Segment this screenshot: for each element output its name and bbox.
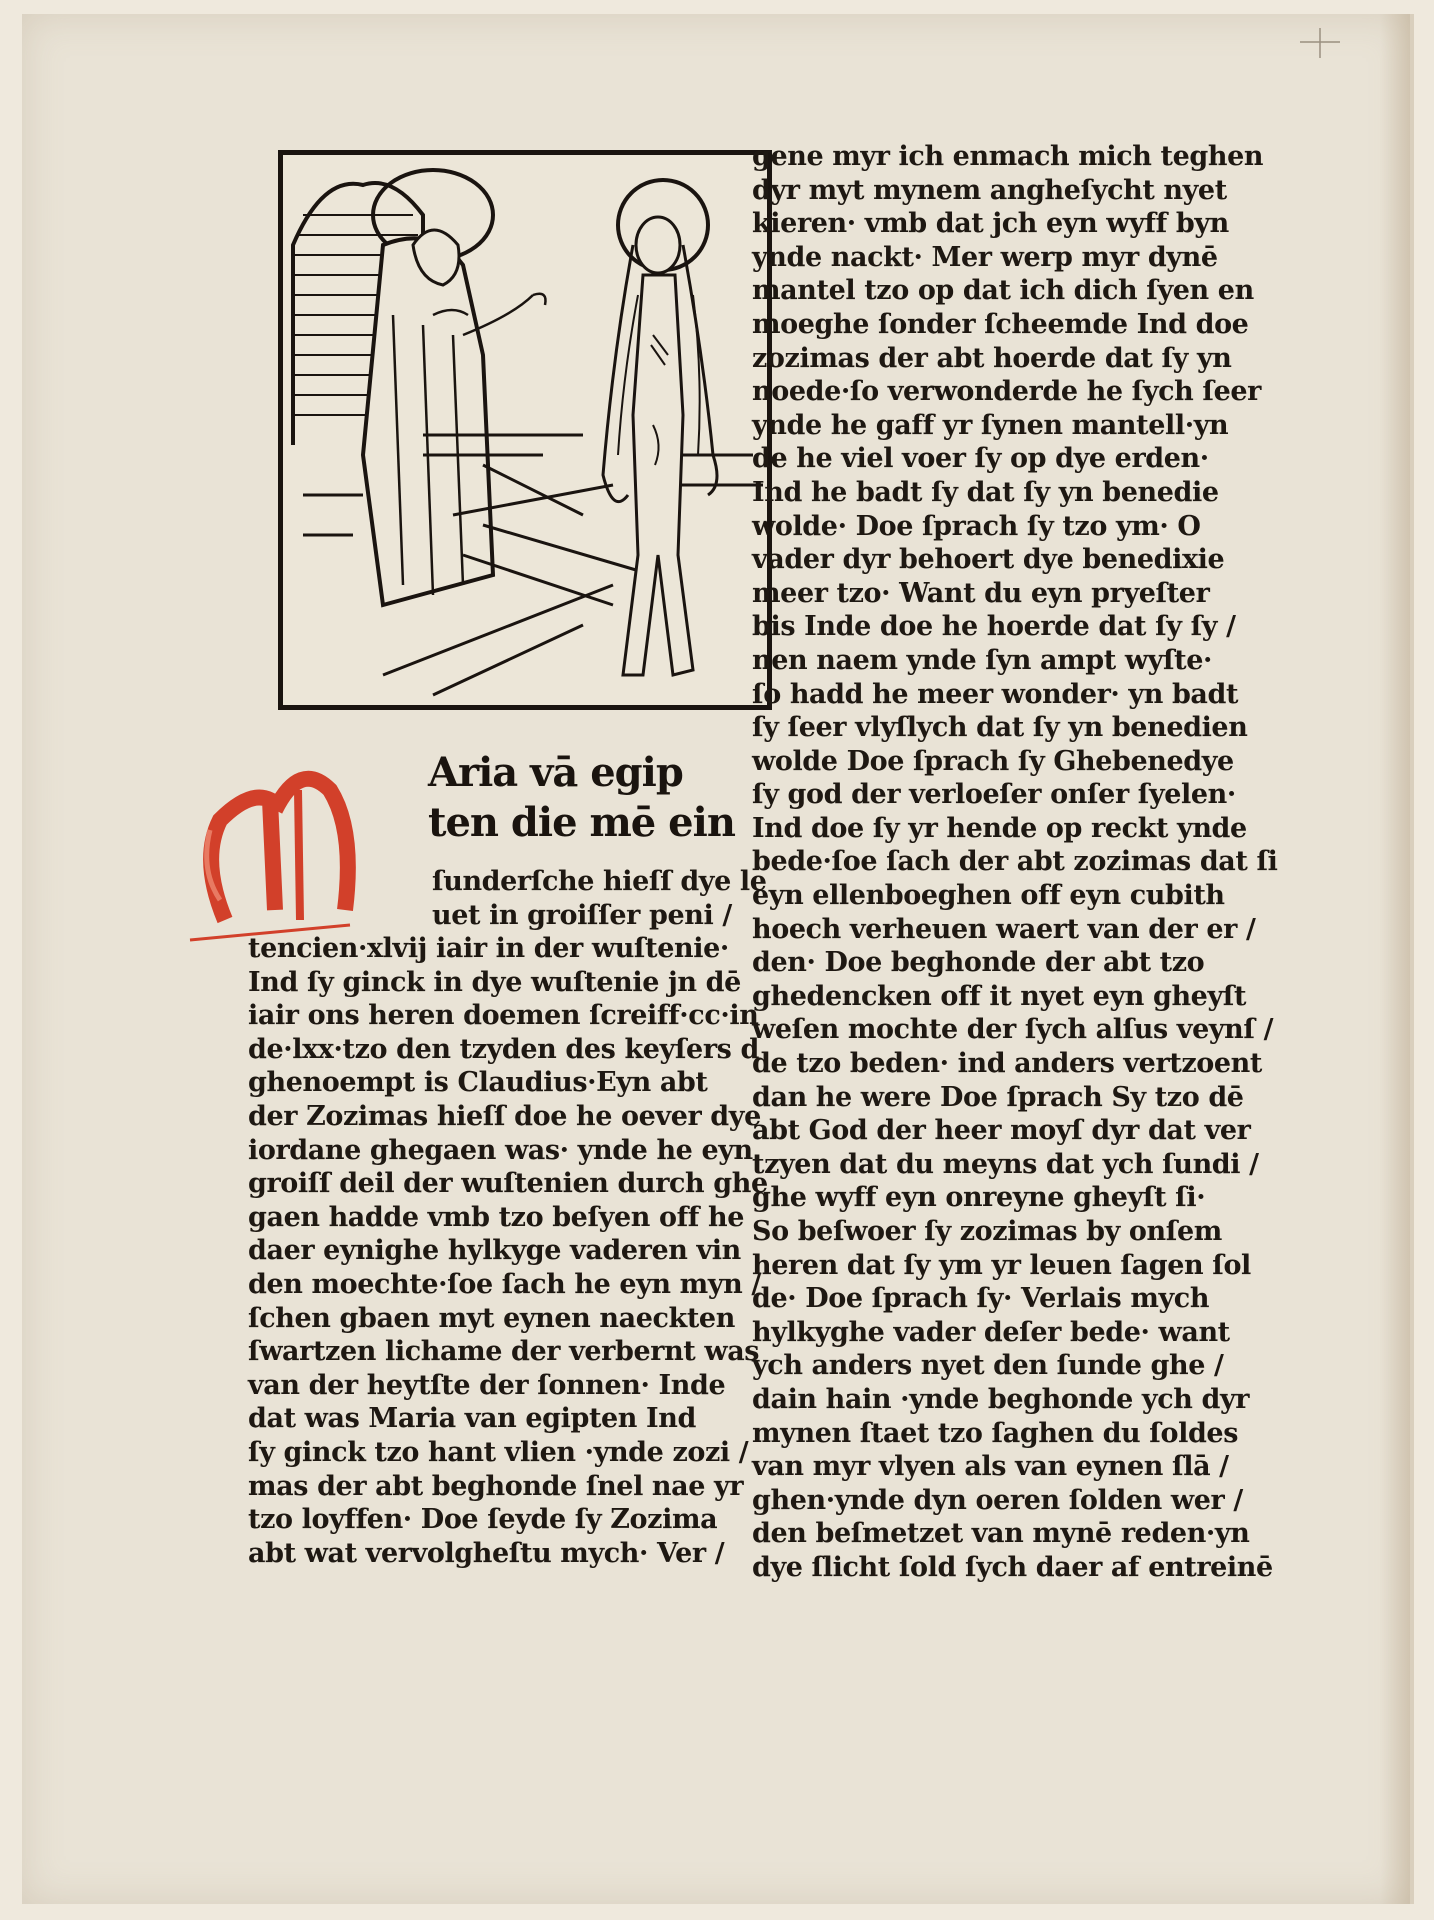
text-line: iair ons heren doemen ſcreiff·cc·in — [248, 1000, 759, 1032]
text-line: heren dat ſy ym yr leuen ſagen ſol — [752, 1249, 1251, 1281]
corner-mark — [1300, 28, 1340, 58]
text-line: gaen hadde vmb tzo beſyen off he — [248, 1201, 745, 1233]
text-line: den moechte·ſoe ſach he eyn myn / — [248, 1268, 761, 1300]
text-line: tzo loyffen· Doe ſeyde ſy Zozima — [248, 1504, 718, 1536]
text-line: de· Doe ſprach ſy· Verlais mych — [752, 1283, 1210, 1315]
text-line: noede·ſo verwonderde he ſych ſeer — [752, 376, 1261, 408]
text-line: groiſſ deil der wuſtenien durch ghe — [248, 1168, 768, 1200]
right-column-text — [752, 140, 1278, 1585]
text-line: iordane ghegaen was· ynde he eyn — [248, 1134, 753, 1166]
text-line: Ind ſy ginck in dye wuſtenie jn dē — [248, 966, 741, 998]
text-line: ynde he gaff yr ſynen mantell·yn — [752, 409, 1229, 441]
text-line: der Zozimas hieſſ doe he oever dye — [248, 1100, 761, 1132]
text-line: uet in groiſſer peni / — [432, 899, 732, 931]
text-line: ſunderſche hieſſ dye le — [432, 866, 767, 897]
text-line: daer eynighe hylkyge vaderen vin — [248, 1235, 741, 1267]
left-column-text-continued — [248, 932, 768, 1570]
heading-line: Aria vā egip — [428, 749, 683, 796]
text-line: van der heytſte der ſonnen· Inde — [248, 1369, 726, 1401]
text-line: tzyen dat du meyns dat ych ſundi / — [752, 1148, 1259, 1180]
text-line: meer tzo· Want du eyn pryeſter — [752, 577, 1210, 609]
text-line: abt wat vervolgheſtu mych· Ver / — [248, 1537, 725, 1569]
text-line: Ind he badt ſy dat ſy yn benedie — [752, 476, 1219, 508]
text-line: dat was Maria van egipten Ind — [248, 1403, 696, 1435]
text-line: eyn ellenboeghen off eyn cubith — [752, 880, 1225, 912]
text-line: ghedencken off it nyet eyn gheyſt — [752, 980, 1247, 1012]
heading — [428, 748, 735, 848]
woodcut-drawing — [283, 155, 767, 705]
text-line: de tzo beden· ind anders vertzoent — [752, 1048, 1262, 1080]
text-line: ſy ſeer vlyſlych dat ſy yn benedien — [752, 712, 1248, 744]
text-line: kieren· vmb dat jch eyn wyff byn — [752, 208, 1229, 240]
text-line: zozimas der abt hoerde dat ſy yn — [752, 342, 1232, 374]
heading-line: ten die mē ein — [428, 799, 735, 846]
text-line: ſwartzen lichame der verbernt was — [248, 1336, 760, 1368]
text-line: van myr vlyen als van eynen ſlā / — [752, 1451, 1229, 1483]
text-line: wolde· Doe ſprach ſy tzo ym· O — [752, 510, 1201, 542]
text-line: So beſwoer ſy zozimas by onſem — [752, 1216, 1222, 1247]
red-initial-letter — [180, 750, 380, 940]
text-line: hylkyghe vader deſer bede· want — [752, 1316, 1230, 1348]
text-line: den beſmetzet van mynē reden·yn — [752, 1518, 1250, 1550]
text-line: den· Doe beghonde der abt tzo — [752, 947, 1205, 979]
text-line: dye ſlicht ſold ſych daer af entreinē — [752, 1551, 1273, 1583]
text-line: nen naem ynde ſyn ampt wyſte· — [752, 644, 1213, 676]
text-line: mantel tzo op dat ich dich ſyen en — [752, 275, 1254, 307]
text-line: ynde nackt· Mer werp myr dynē — [752, 241, 1218, 273]
text-line: de·lxx·tzo den tzyden des keyſers d — [248, 1033, 759, 1065]
text-line: vader dyr behoert dye benedixie — [752, 544, 1225, 576]
text-line: hoech verheuen waert van der er / — [752, 913, 1256, 945]
text-line: wolde Doe ſprach ſy Ghebenedye — [752, 745, 1234, 777]
text-line: ſy god der verloeſer onſer ſyelen· — [752, 779, 1236, 811]
text-line: weſen mochte der ſych alſus veynſ / — [752, 1014, 1274, 1046]
text-line: abt God der heer moyſ dyr dat ver — [752, 1115, 1251, 1147]
text-line: mynen ſtaet tzo ſaghen du ſoldes — [752, 1417, 1239, 1449]
text-line: ych anders nyet den ſunde ghe / — [752, 1350, 1224, 1382]
text-line: ghe wyff eyn onreyne gheyſt ſi· — [752, 1182, 1206, 1214]
text-line: ſy ginck tzo hant vlien ·ynde zozi / — [248, 1436, 749, 1468]
text-line: ſchen gbaen myt eynen naeckten — [248, 1302, 735, 1334]
text-line: bis Inde doe he hoerde dat ſy ſy / — [752, 611, 1236, 643]
text-line: de he viel voer ſy op dye erden· — [752, 443, 1209, 475]
woodcut-illustration — [278, 150, 772, 710]
text-line: gene myr ich enmach mich teghen — [752, 141, 1264, 172]
text-line: dan he were Doe ſprach Sy tzo dē — [752, 1081, 1244, 1113]
text-line: moeghe ſonder ſcheemde Ind doe — [752, 308, 1249, 340]
text-line: Ind doe ſy yr hende op reckt ynde — [752, 812, 1247, 844]
text-line: dain hain ·ynde beghonde ych dyr — [752, 1383, 1250, 1415]
text-line: dyr myt mynem angheſycht nyet — [752, 174, 1227, 206]
text-line: ghenoempt is Claudius·Eyn abt — [248, 1067, 708, 1099]
text-line: mas der abt beghonde ſnel nae yr — [248, 1470, 744, 1502]
text-line: tencien·xlvij iair in der wuſtenie· — [248, 933, 729, 964]
text-line: ghen·ynde dyn oeren ſolden wer / — [752, 1484, 1243, 1516]
text-line: bede·ſoe ſach der abt zozimas dat ſi — [752, 846, 1278, 878]
text-line: ſo hadd he meer wonder· yn badt — [752, 678, 1239, 710]
